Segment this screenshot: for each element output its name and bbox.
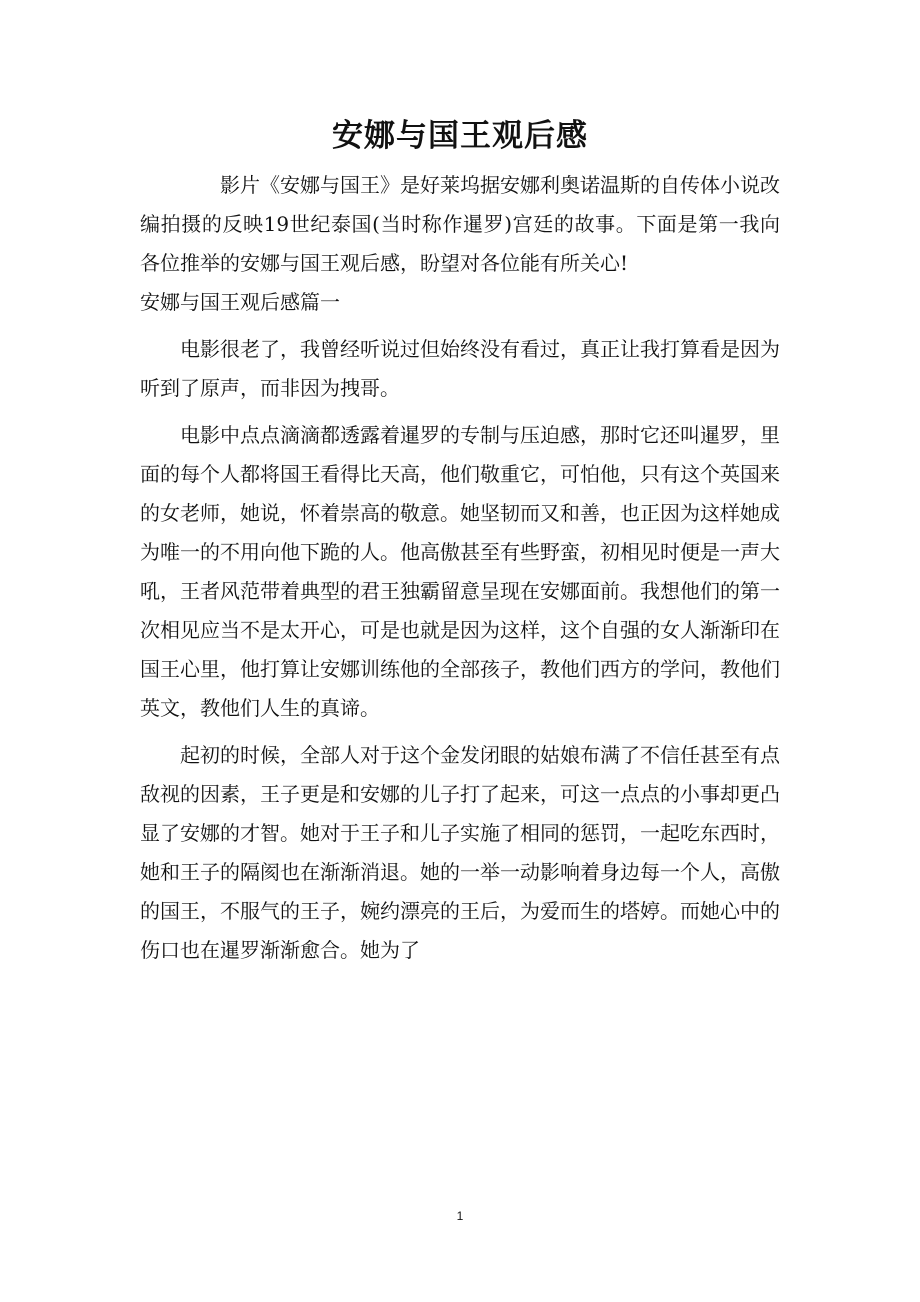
section-heading: 安娜与国王观后感篇一 — [140, 290, 340, 314]
intro-paragraph: 影片《安娜与国王》是好莱坞据安娜利奥诺温斯的自传体小说改编拍摄的反映19世纪泰国(当时称作暹罗)宫廷的故事。下面是第一我向各位推举的安娜与国王观后感，盼望对各位能有所关心! — [140, 173, 780, 275]
body-paragraph: 电影很老了，我曾经听说过但始终没有看过，真正让我打算看是因为听到了原声，而非因为拽哥。 — [140, 337, 780, 400]
document-title: 安娜与国王观后感 — [332, 118, 588, 154]
page-number: 1 — [456, 1209, 464, 1223]
body-paragraph: 起初的时候，全部人对于这个金发闭眼的姑娘布满了不信任甚至有点敌视的因素，王子更是和安娜的儿子打了起来，可这一点点的小事却更凸显了安娜的才智。她对于王子和儿子实施了相同的惩罚，一起吃东西时，她和王子的隔阂也在渐渐消退。她的一举一动影响着身边每一个人，高傲的国王，不服气的王子，婉约漂亮的王后，为爱而生的塔婷。而她心中的伤口也在暹罗渐渐愈合。她为了 — [140, 743, 780, 962]
body-paragraph: 电影中点点滴滴都透露着暹罗的专制与压迫感，那时它还叫暹罗，里面的每个人都将国王看得比天高，他们敬重它，可怕他，只有这个英国来的女老师，她说，怀着崇高的敬意。她坚韧而又和善，也正因为这样她成为唯一的不用向他下跪的人。他高傲甚至有些野蛮，初相见时便是一声大吼，王者风范带着典型的君王独霸留意呈现在安娜面前。我想他们的第一次相见应当不是太开心，可是也就是因为这样，这个自强的女人渐渐印在国王心里，他打算让安娜训练他的全部孩子，教他们西方的学问，教他们英文，教他们人生的真谛。 — [140, 423, 780, 720]
document-body — [140, 166, 780, 970]
